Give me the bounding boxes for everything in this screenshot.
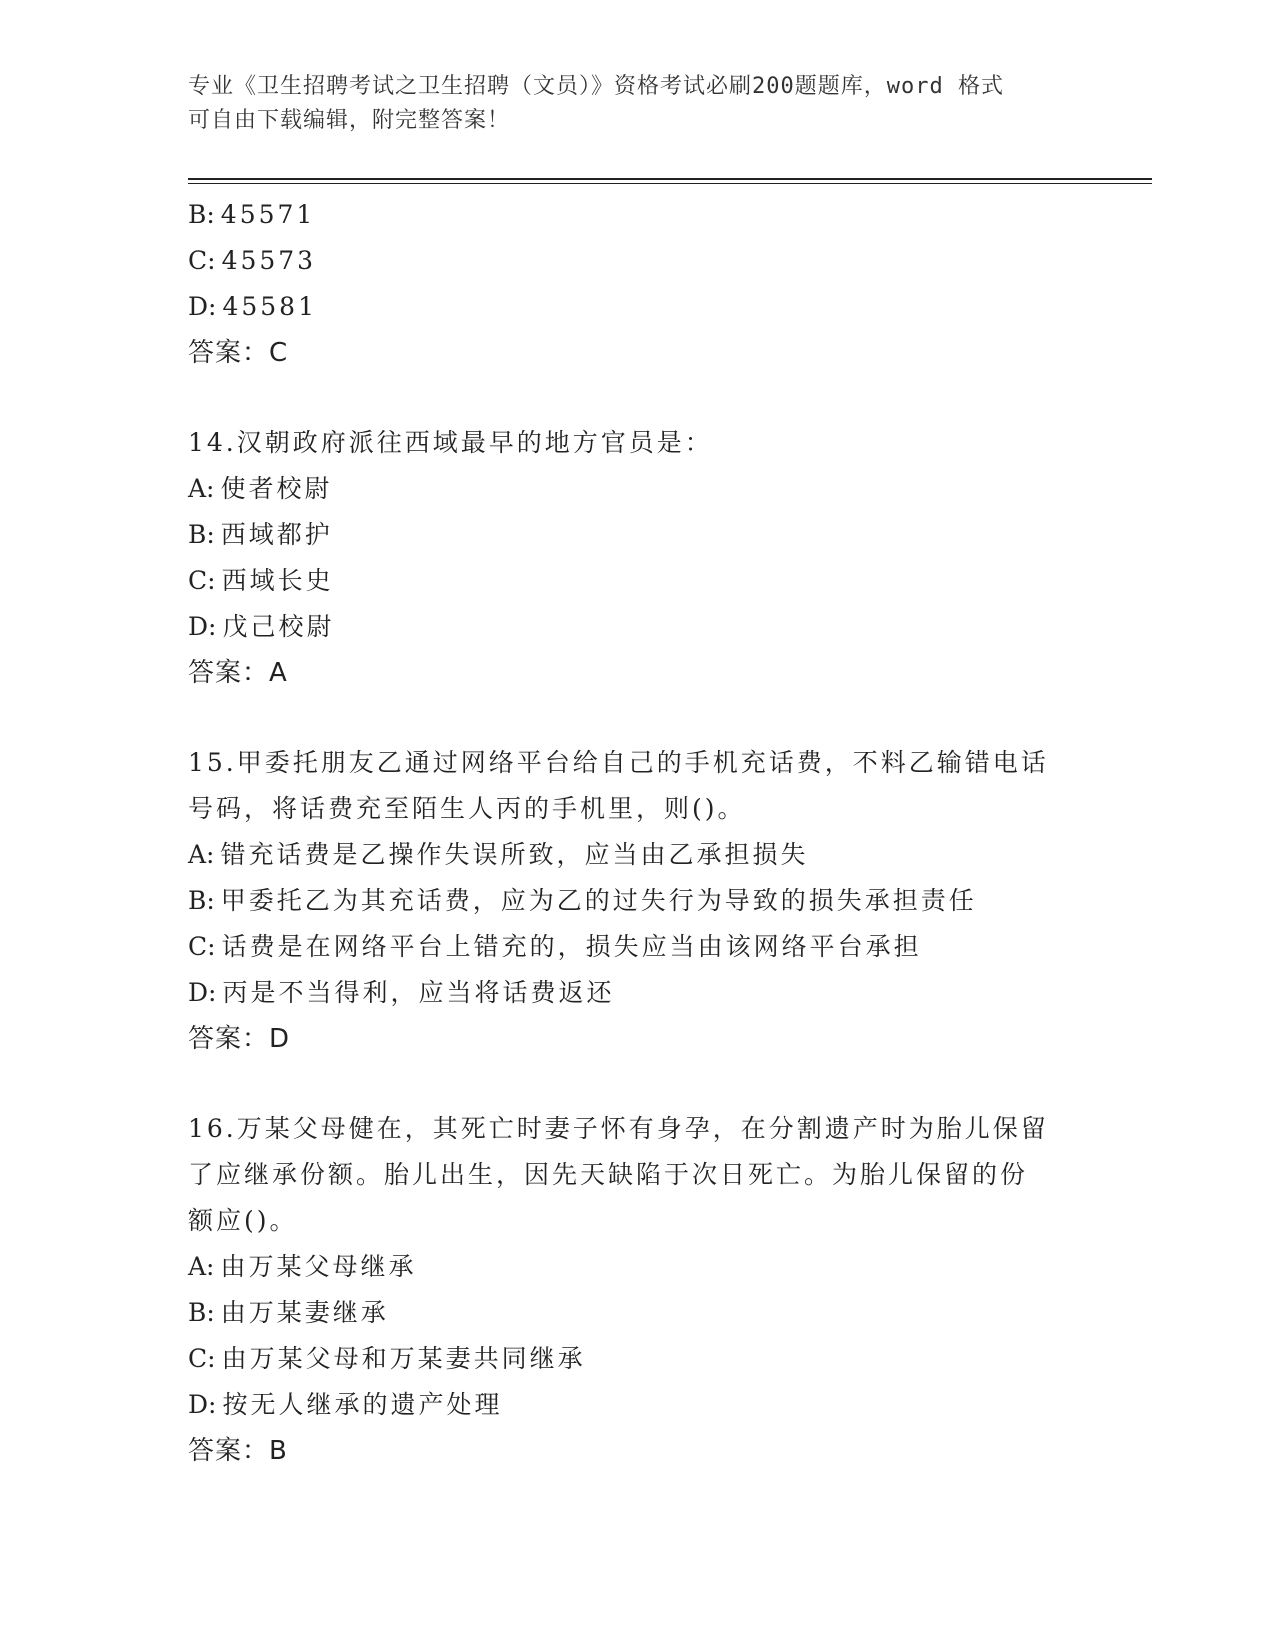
question-14 [188, 420, 1088, 696]
option-c [188, 238, 1088, 284]
page-header [188, 70, 1068, 138]
answer-line: 答案：C [188, 338, 289, 368]
question-list [188, 192, 1088, 1518]
answer-line: 答案：D [188, 1024, 291, 1054]
option-text: 话费是在网络平台上错充的，损失应当由该网络平台承担 [221, 932, 922, 961]
option-d [188, 1382, 1088, 1428]
question-16 [188, 1106, 1088, 1474]
option-key: C: [188, 246, 216, 275]
option-key: D: [188, 978, 217, 1007]
option-b [188, 512, 1088, 558]
option-text: 45571 [220, 200, 316, 229]
option-b [188, 878, 1088, 924]
answer-line: 答案：B [188, 1436, 288, 1466]
option-text: 45581 [222, 292, 317, 321]
option-text: 西域长史 [221, 566, 334, 595]
option-a [188, 1244, 1088, 1290]
question-stem-line: 号码，将话费充至陌生人丙的手机里，则()。 [188, 794, 746, 823]
option-text: 45573 [221, 246, 317, 275]
option-text: 西域都护 [220, 520, 333, 549]
question-stem: 14.汉朝政府派往西域最早的地方官员是： [188, 428, 713, 457]
question-stem-line: 额应()。 [188, 1206, 298, 1235]
option-c [188, 1336, 1088, 1382]
option-b [188, 192, 1088, 238]
option-key: C: [188, 566, 216, 595]
option-d [188, 604, 1088, 650]
option-text: 戊己校尉 [222, 612, 335, 641]
question-stem-line: 了应继承份额。胎儿出生，因先天缺陷于次日死亡。为胎儿保留的份 [188, 1160, 1029, 1189]
option-text: 甲委托乙为其充话费，应为乙的过失行为导致的损失承担责任 [220, 886, 977, 915]
option-key: B: [188, 886, 215, 915]
option-key: B: [188, 200, 215, 229]
option-key: A: [188, 1252, 215, 1281]
option-key: A: [188, 474, 215, 503]
option-d [188, 284, 1088, 330]
option-key: C: [188, 932, 216, 961]
answer-line: 答案：A [188, 658, 288, 688]
option-text: 按无人继承的遗产处理 [222, 1390, 503, 1419]
question-15 [188, 740, 1088, 1062]
question-13-tail [188, 192, 1088, 376]
option-c [188, 558, 1088, 604]
option-text: 由万某妻继承 [220, 1298, 389, 1327]
option-key: C: [188, 1344, 216, 1373]
option-text: 使者校尉 [220, 474, 333, 503]
option-text: 由万某父母继承 [220, 1252, 417, 1281]
option-a [188, 466, 1088, 512]
header-line-2: 可自由下载编辑，附完整答案！ [188, 108, 511, 133]
question-stem-line: 16.万某父母健在，其死亡时妻子怀有身孕，在分割遗产时为胎儿保留 [188, 1114, 1049, 1143]
option-text: 错充话费是乙操作失误所致，应当由乙承担损失 [220, 840, 809, 869]
header-rule-thick [188, 178, 1152, 180]
option-key: B: [188, 1298, 215, 1327]
header-line-1: 专业《卫生招聘考试之卫生招聘（文员）》资格考试必刷200题题库，word 格式 [188, 74, 1004, 99]
option-key: B: [188, 520, 215, 549]
option-key: D: [188, 1390, 217, 1419]
option-c [188, 924, 1088, 970]
option-text: 由万某父母和万某妻共同继承 [221, 1344, 586, 1373]
option-key: A: [188, 840, 215, 869]
option-a [188, 832, 1088, 878]
question-stem-line: 15.甲委托朋友乙通过网络平台给自己的手机充话费，不料乙输错电话 [188, 748, 1049, 777]
option-d [188, 970, 1088, 1016]
option-key: D: [188, 292, 217, 321]
option-b [188, 1290, 1088, 1336]
header-rule-thin [188, 183, 1152, 184]
option-key: D: [188, 612, 217, 641]
option-text: 丙是不当得利，应当将话费返还 [222, 978, 615, 1007]
